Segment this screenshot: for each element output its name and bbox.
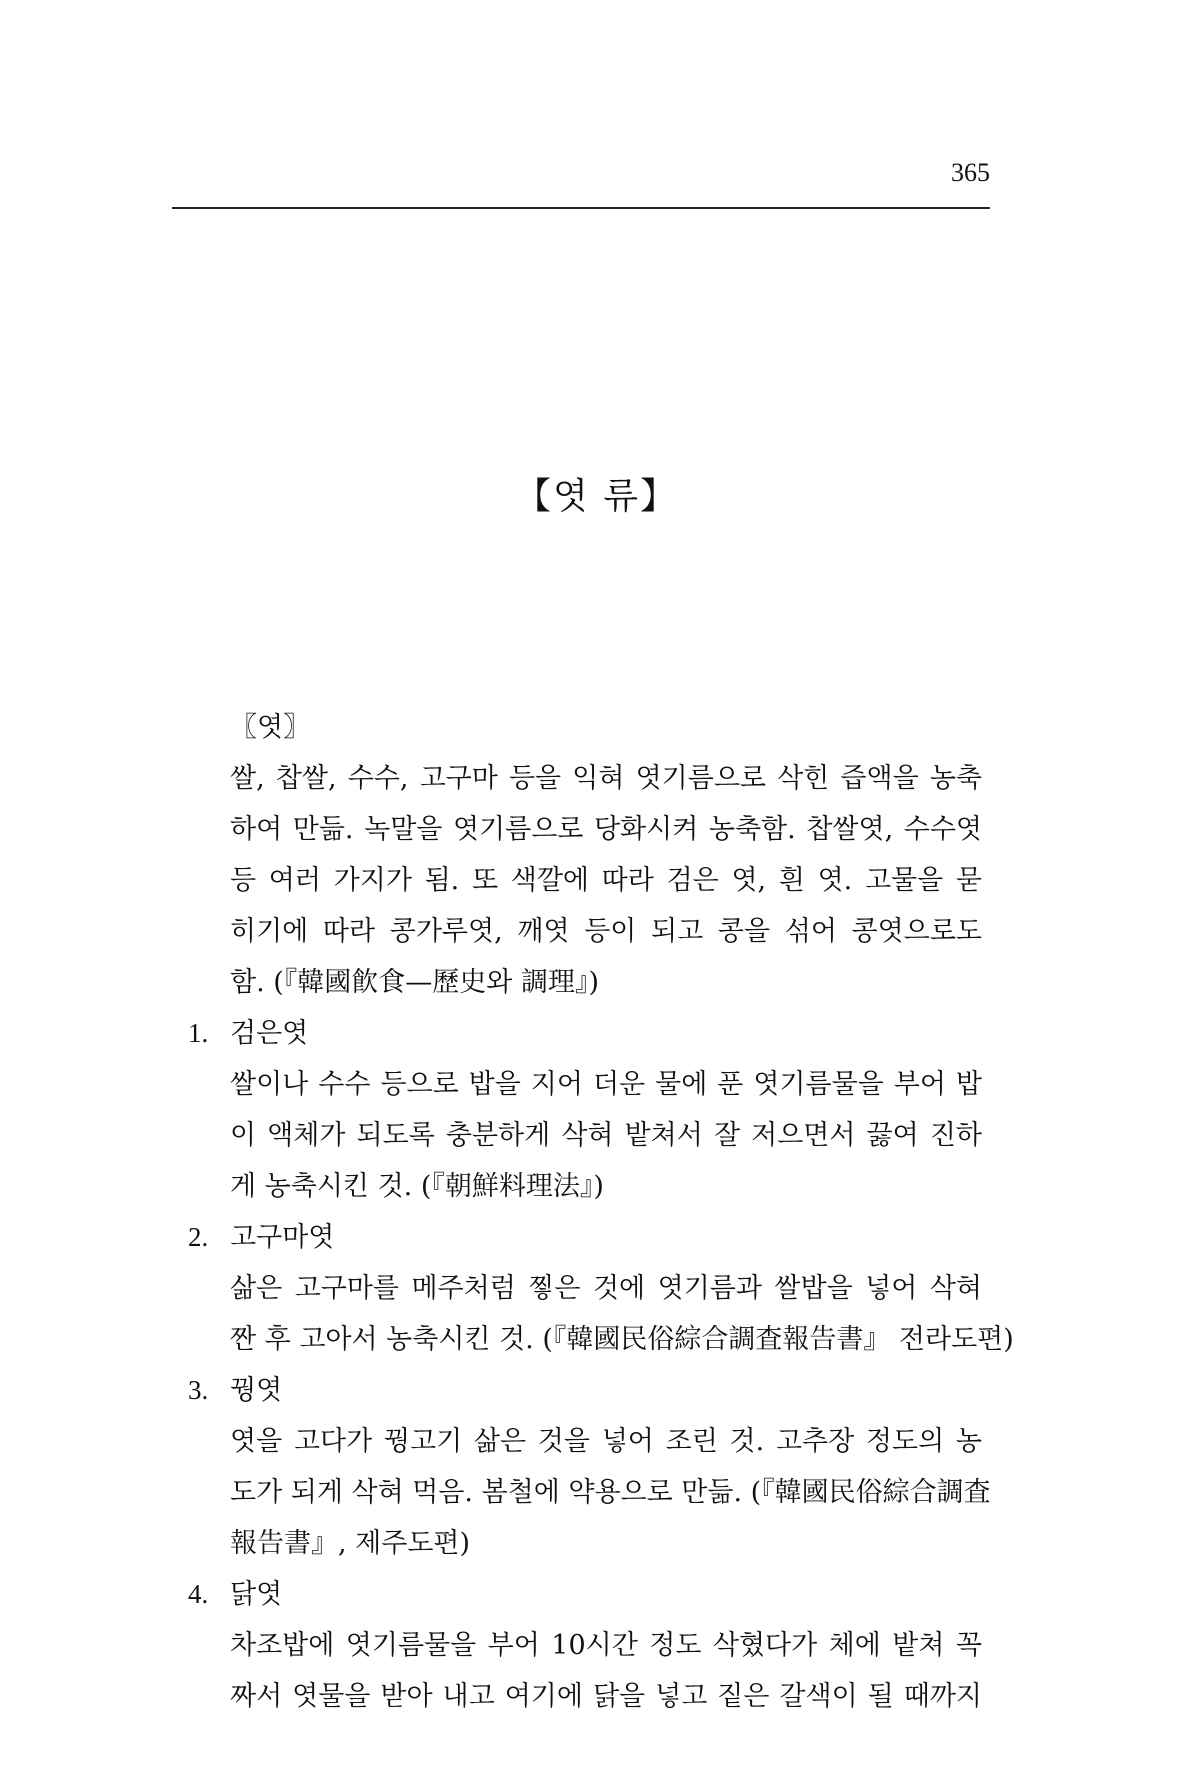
item-body xyxy=(230,1416,991,1569)
item-heading xyxy=(188,1365,988,1416)
list-item xyxy=(188,1569,988,1722)
text-line: 쌀, 찹쌀, 수수, 고구마 등을 익혀 엿기름으로 삭힌 즙액을 농축 xyxy=(230,763,982,794)
text-line: 등 여러 가지가 됨. 또 색깔에 따라 검은 엿, 흰 엿. 고물을 묻 xyxy=(230,865,982,896)
item-heading xyxy=(188,1212,988,1263)
text-line: 함. (『韓國飮食—歷史와 調理』) xyxy=(230,967,599,998)
item-body xyxy=(230,1620,982,1722)
text-line: 엿을 고다가 꿩고기 삶은 것을 넣어 조린 것. 고추장 정도의 농 xyxy=(230,1426,982,1457)
text-line: 報告書』, 제주도편) xyxy=(230,1528,471,1559)
item-number: 3. xyxy=(188,1375,209,1405)
item-body xyxy=(230,1059,982,1212)
item-number: 1. xyxy=(188,1018,209,1048)
page-content xyxy=(188,702,1014,1722)
text-line: 짜서 엿물을 받아 내고 여기에 닭을 넣고 짙은 갈색이 될 때까지 xyxy=(230,1681,982,1712)
item-number: 4. xyxy=(188,1579,209,1609)
page-number: 365 xyxy=(951,158,990,187)
text-line: 히기에 따라 콩가루엿, 깨엿 등이 되고 콩을 섞어 콩엿으로도 xyxy=(230,916,982,947)
item-title: 검은엿 xyxy=(230,1018,309,1049)
text-line: 게 농축시킨 것. (『朝鮮料理法』) xyxy=(230,1171,604,1202)
text-line: 하여 만듦. 녹말을 엿기름으로 당화시켜 농축함. 찹쌀엿, 수수엿 xyxy=(230,814,982,845)
item-title: 꿩엿 xyxy=(230,1375,283,1406)
text-line: 이 액체가 되도록 충분하게 삭혀 밭쳐서 잘 저으면서 끓여 진하 xyxy=(230,1120,982,1151)
item-title: 고구마엿 xyxy=(230,1222,335,1253)
entry-heading: 〖엿〗 xyxy=(230,712,311,743)
item-heading xyxy=(188,1569,988,1620)
list-item xyxy=(188,1365,991,1569)
list-item xyxy=(188,1212,1014,1365)
item-heading xyxy=(188,1008,988,1059)
entry xyxy=(188,702,988,1008)
section-title: 【엿 류】 xyxy=(515,476,678,517)
item-body xyxy=(230,1263,1014,1365)
text-line: 쌀이나 수수 등으로 밥을 지어 더운 물에 푼 엿기름물을 부어 밥 xyxy=(230,1069,982,1100)
text-line: 짠 후 고아서 농축시킨 것. (『韓國民俗綜合調査報告書』 전라도편) xyxy=(230,1324,1014,1355)
item-number: 2. xyxy=(188,1222,209,1252)
entry-body xyxy=(230,753,982,1008)
text-line: 삶은 고구마를 메주처럼 찧은 것에 엿기름과 쌀밥을 넣어 삭혀 xyxy=(230,1273,982,1304)
header-rule xyxy=(172,207,990,209)
text-line: 차조밥에 엿기름물을 부어 10시간 정도 삭혔다가 체에 밭쳐 꼭 xyxy=(230,1630,982,1661)
item-title: 닭엿 xyxy=(230,1579,283,1610)
list-item xyxy=(188,1008,988,1212)
text-line: 도가 되게 삭혀 먹음. 봄철에 약용으로 만듦. (『韓國民俗綜合調査 xyxy=(230,1477,991,1508)
